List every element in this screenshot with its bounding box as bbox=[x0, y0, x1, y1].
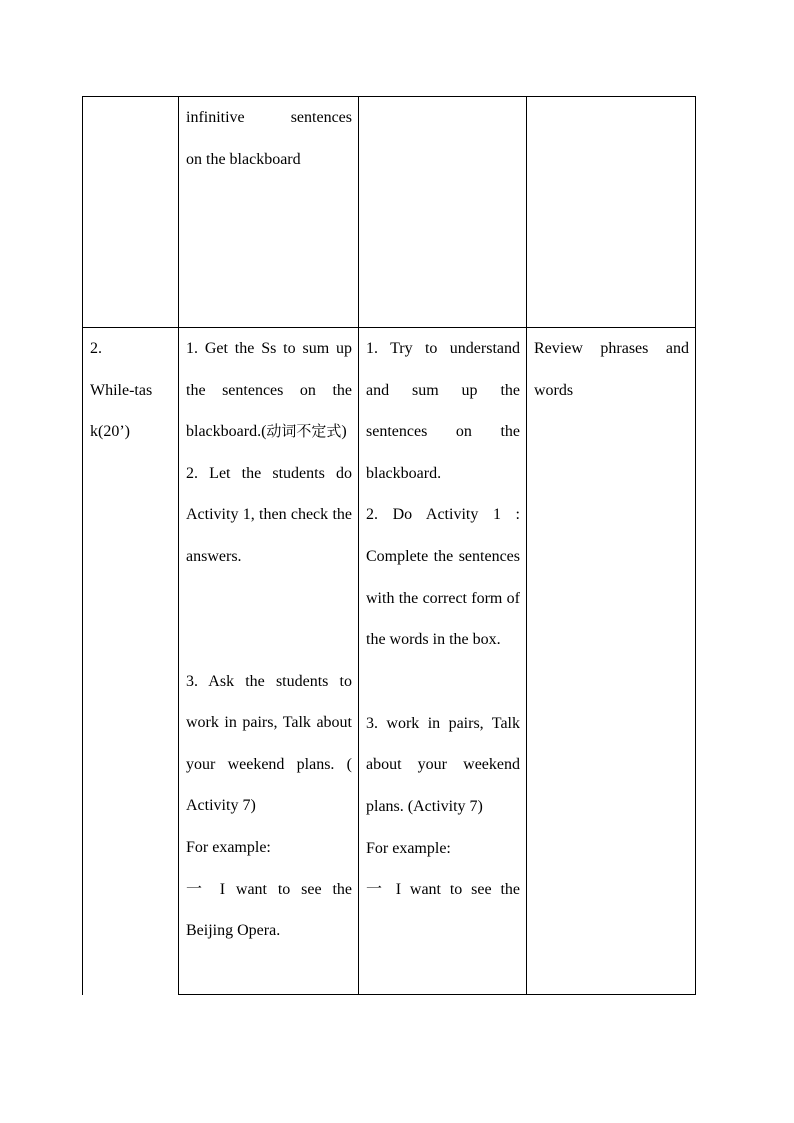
stage-cell bbox=[83, 97, 179, 328]
stage-cell bbox=[83, 328, 179, 995]
table-row bbox=[83, 328, 696, 995]
teacher-example-line: Beijing Opera. bbox=[186, 922, 281, 940]
teacher-step-1-chinese: 动词不定式 bbox=[266, 422, 342, 441]
student-step-1: 1. Try to understand and sum up the sentences on the blackboard. bbox=[366, 340, 520, 482]
stage-duration: k(20’) bbox=[90, 423, 130, 441]
teacher-step-1-text: 1. Get the Ss to sum up the sentences on the blackboard.( bbox=[186, 340, 352, 441]
stage-name: While-tas bbox=[90, 381, 153, 399]
lesson-plan-table bbox=[82, 96, 696, 995]
student-step-2: 2. Do Activity 1 : Complete the sentences with the correct form of the words in the box. bbox=[366, 506, 520, 649]
teacher-step-1-close: ) bbox=[341, 423, 347, 441]
teacher-example-line: 一 I want to see the bbox=[186, 880, 352, 898]
student-example-label: For example: bbox=[366, 839, 451, 857]
teacher-text-line: infinitive sentences bbox=[186, 109, 352, 126]
stage-number: 2. bbox=[90, 340, 102, 357]
teacher-example-label: For example: bbox=[186, 838, 271, 856]
teacher-step-3: 3. Ask the students to work in pairs, Talk about your weekend plans. ( Activity 7) bbox=[186, 672, 352, 815]
teacher-activity-cell bbox=[179, 97, 359, 328]
teacher-step-1 bbox=[186, 328, 352, 453]
teacher-activity-cell bbox=[179, 328, 359, 995]
student-step-3: 3. work in pairs, Talk about your weekend plans. (Activity 7) bbox=[366, 714, 520, 815]
purpose-cell bbox=[527, 97, 696, 328]
purpose-cell bbox=[527, 328, 696, 995]
student-activity-cell bbox=[359, 328, 527, 995]
student-example-line: 一 I want to see the bbox=[366, 881, 520, 899]
spacer bbox=[366, 661, 520, 703]
teacher-text-line: on the blackboard bbox=[186, 150, 301, 168]
table-row bbox=[83, 97, 696, 328]
teacher-step-2: 2. Let the students do Activity 1, then check the answers. bbox=[186, 464, 352, 565]
spacer bbox=[186, 578, 352, 661]
student-activity-cell bbox=[359, 97, 527, 328]
purpose-text: Review phrases and words bbox=[534, 340, 689, 399]
